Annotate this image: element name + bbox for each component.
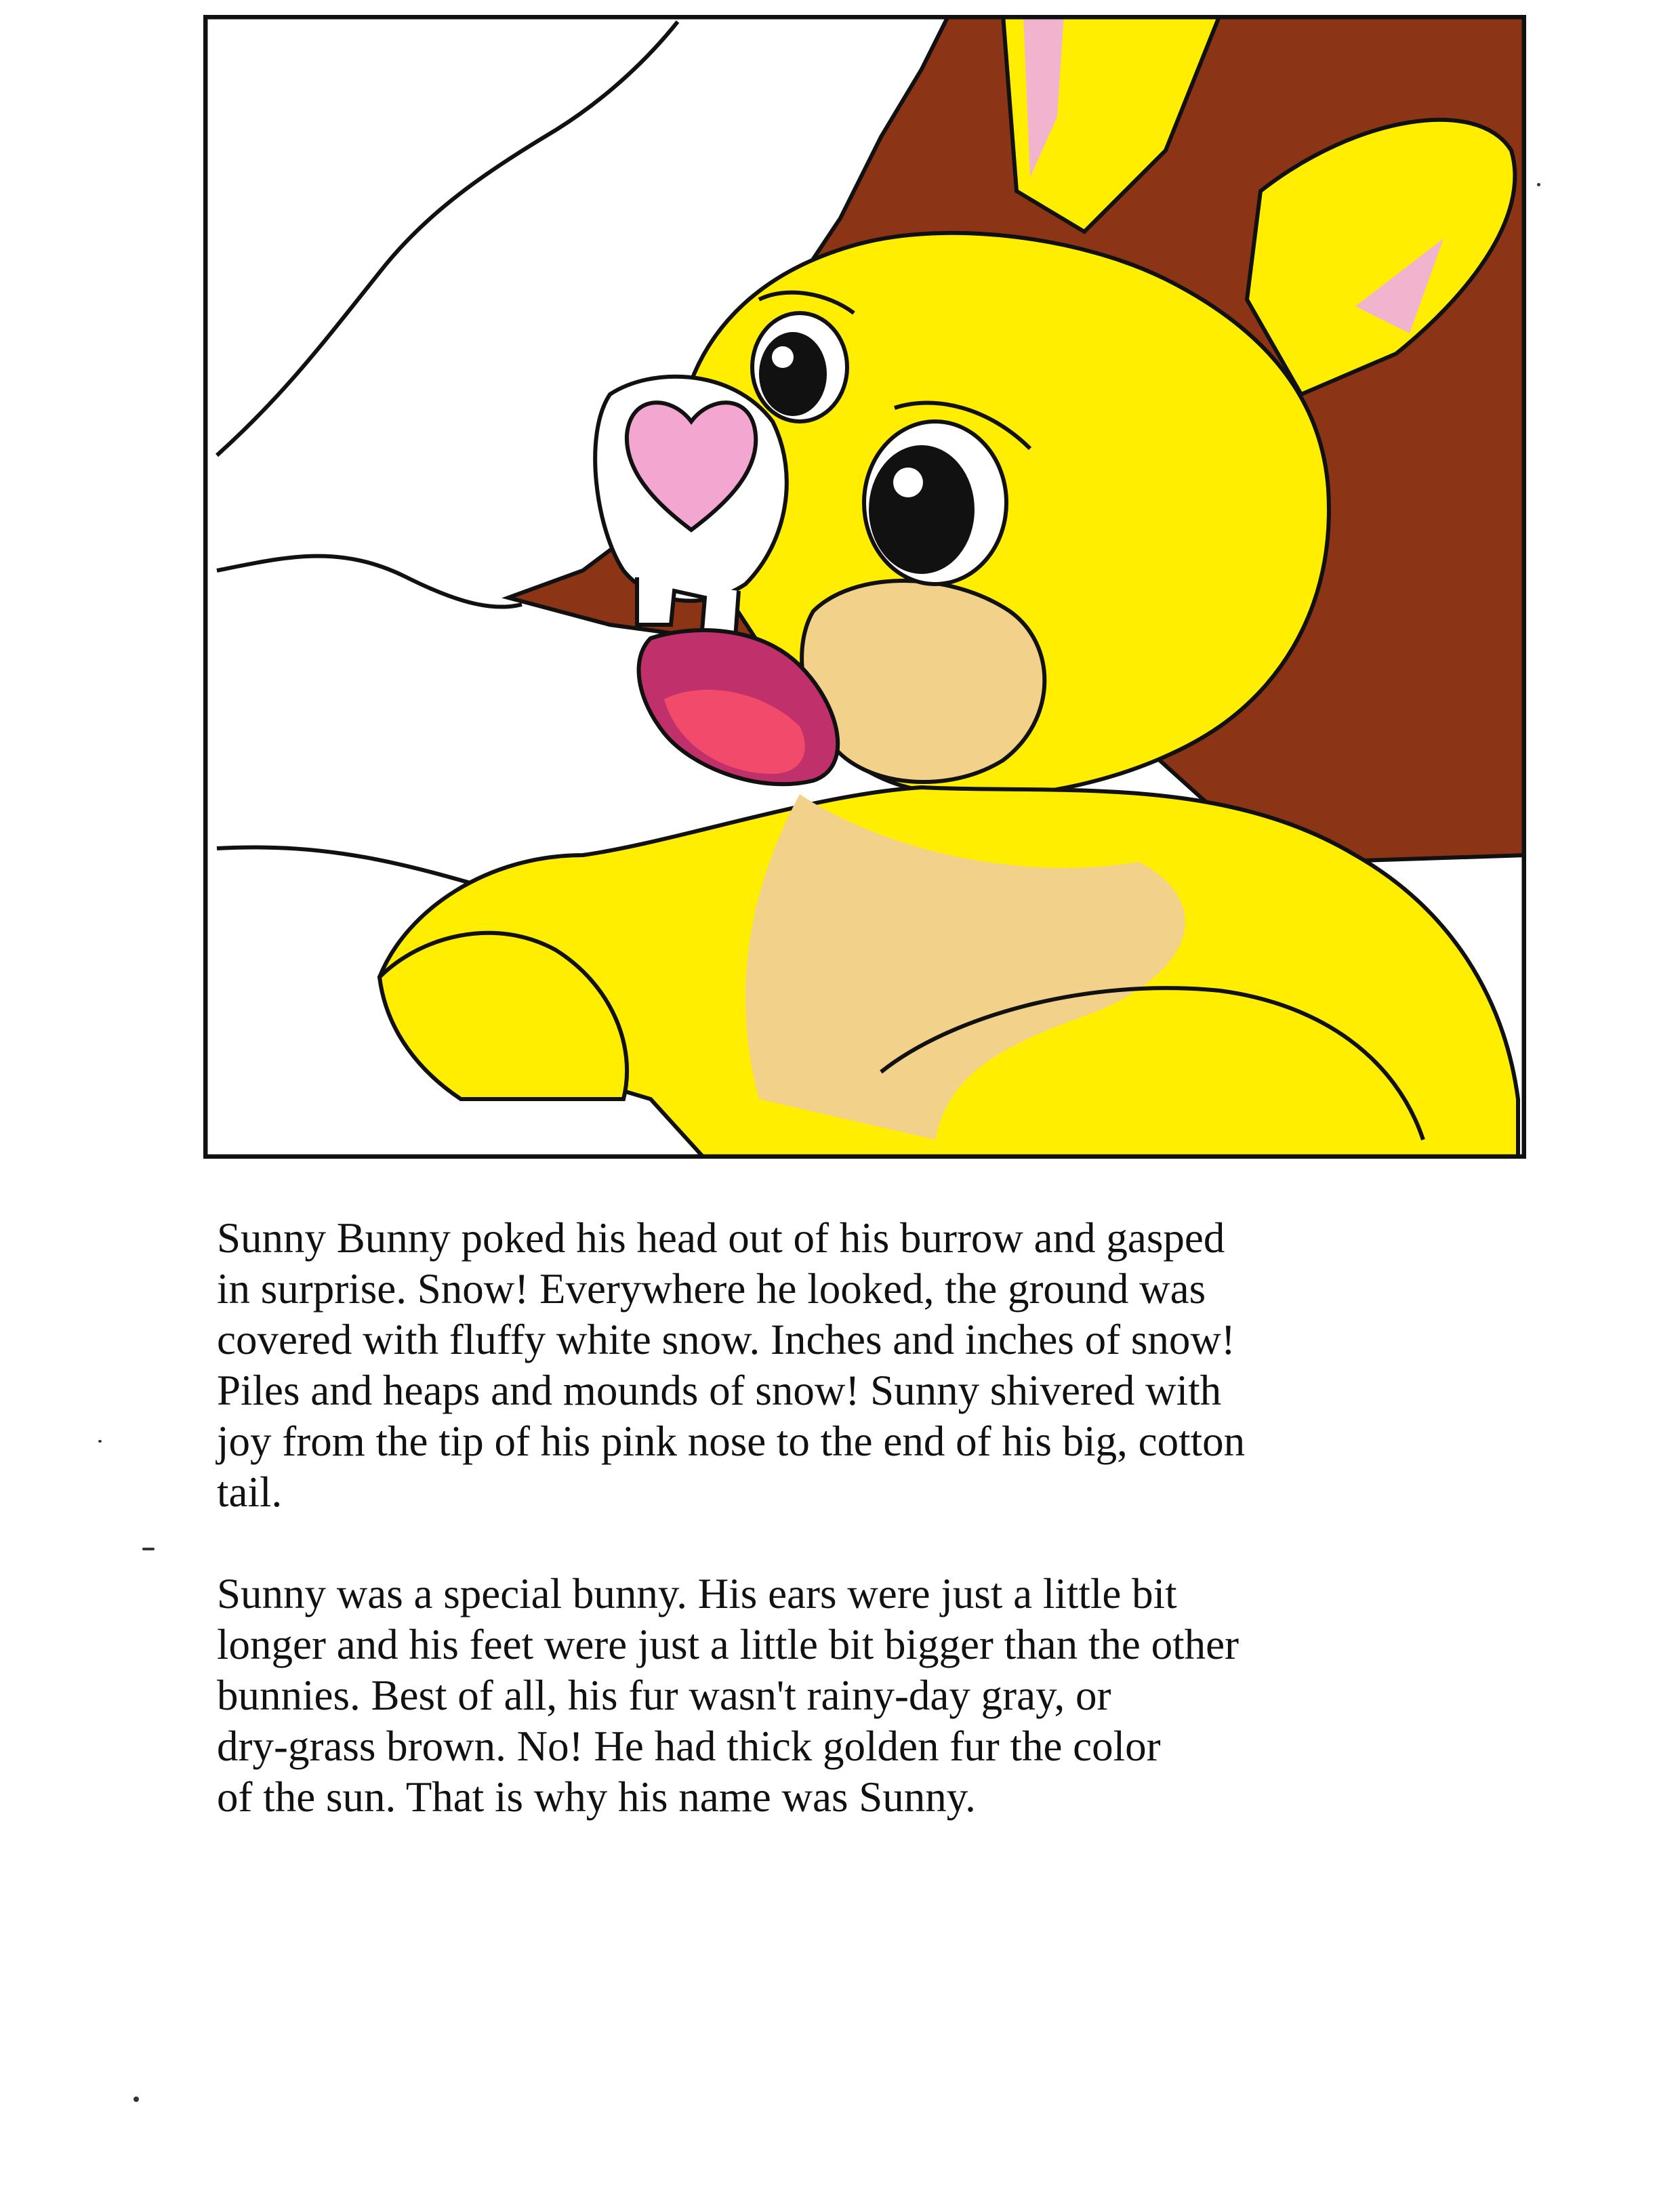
scan-speck bbox=[1537, 183, 1540, 186]
sunny-bunny-illustration bbox=[203, 15, 1526, 1159]
story-text bbox=[217, 1213, 1559, 1874]
scan-speck bbox=[142, 1548, 155, 1550]
scan-speck bbox=[134, 2097, 139, 2102]
scan-speck bbox=[98, 1440, 102, 1443]
yellow-bunny-icon bbox=[203, 15, 1526, 1159]
story-paragraph: Sunny Bunny poked his head out of his burrow and gasped in surprise. Snow! Everywhere he looked, the ground was covered with fluffy white snow. Inches and inches of snow! Piles and heaps and mounds of snow! Sunny shivered with joy from the tip of his pink nose to the end of his big, cotton tail. bbox=[217, 1214, 1246, 1516]
story-paragraph: Sunny was a special bunny. His ears were just a little bit longer and his feet were just a little bit bigger than the other bunnies. Best of all, his fur wasn't rainy-day gray, or dry-grass brown. No! He had thick golden fur the color of the sun. That is why his name was Sunny. bbox=[217, 1570, 1239, 1821]
